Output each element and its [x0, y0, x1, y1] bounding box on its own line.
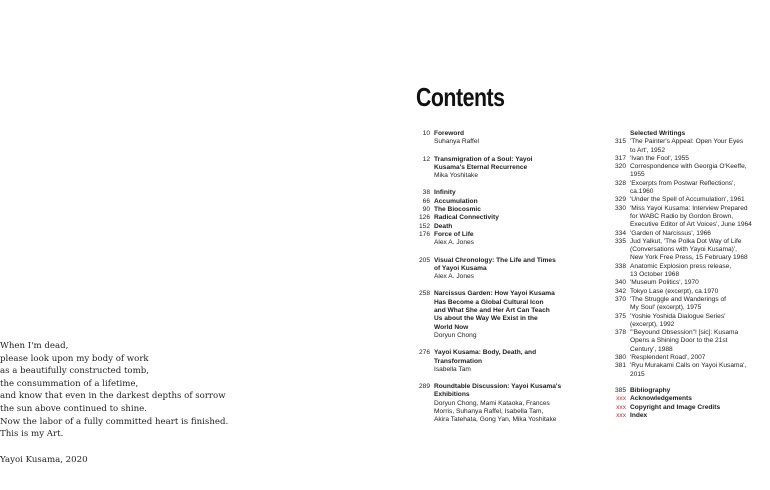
toc-entry[interactable]: [406, 214, 591, 222]
toc-author: Isabella Tam: [434, 365, 471, 373]
toc-line: 'Ryu Murakami Calls on Yayoi Kusama',: [630, 362, 747, 370]
toc-entry[interactable]: [596, 163, 770, 180]
poem-signature: Yayoi Kusama, 2020: [0, 454, 88, 465]
toc-line: Century', 1988: [630, 345, 673, 353]
toc-title: Copyright and Image Credits: [630, 403, 721, 411]
toc-line: 'Yoshie Yoshida Dialogue Series': [630, 312, 726, 320]
toc-entry[interactable]: [596, 196, 770, 204]
toc-line: 'Miss Yayoi Kusama: Interview Prepared: [630, 204, 748, 212]
toc-title: Transformation: [434, 357, 482, 365]
toc-entry[interactable]: [596, 296, 770, 313]
toc-line: 'Ivan the Fool', 1955: [630, 154, 689, 162]
toc-title: Index: [630, 411, 648, 419]
poem-line: the consummation of a lifetime,: [0, 378, 139, 389]
toc-title: The Biocosmic: [434, 206, 481, 214]
toc-entry[interactable]: [406, 198, 591, 206]
toc-entry[interactable]: [596, 263, 770, 280]
toc-page-number: 320: [614, 163, 626, 171]
toc-page-number: 385: [614, 386, 626, 394]
toc-entry[interactable]: [596, 404, 770, 412]
toc-line: for WABC Radio by Gordon Brown,: [630, 212, 734, 220]
toc-page-number: 375: [614, 312, 626, 320]
toc-author: Doryun Chong: [434, 331, 477, 339]
toc-line: New York Free Press, 15 February 1968: [630, 254, 748, 262]
toc-page-number: 335: [614, 237, 626, 245]
toc-page-number: 315: [614, 138, 626, 146]
toc-page-number: 370: [614, 295, 626, 303]
toc-entry[interactable]: [596, 238, 770, 263]
poem-line: and know that even in the darkest depths of sorrow: [0, 391, 226, 402]
toc-page-number: 152: [418, 222, 430, 230]
toc-title: World Now: [434, 323, 469, 331]
toc-title: Yayoi Kusama: Body, Death, and: [434, 349, 537, 357]
toc-line: 'The Struggle and Wanderings of: [630, 295, 726, 303]
toc-author: Alex A. Jones: [434, 239, 474, 247]
toc-line: 'The Painter's Appeal: Open Your Eyes: [630, 138, 744, 146]
toc-entry[interactable]: [596, 329, 770, 354]
toc-page-number: 258: [418, 290, 430, 298]
toc-entry[interactable]: [406, 349, 591, 374]
toc-entry[interactable]: [596, 412, 770, 420]
toc-line: Tokyo Lase (excerpt), ca.1970: [630, 287, 719, 295]
toc-title: Foreword: [434, 130, 465, 137]
toc-title: Bibliography: [630, 386, 671, 394]
toc-entry[interactable]: [406, 290, 591, 340]
toc-entry[interactable]: [596, 395, 770, 403]
toc-page-placeholder: xxx: [616, 403, 626, 411]
toc-line: 2015: [630, 370, 645, 378]
toc-entry[interactable]: [406, 383, 591, 424]
toc-title: Accumulation: [434, 197, 478, 205]
toc-entry[interactable]: [406, 231, 591, 248]
toc-page-number: 328: [614, 179, 626, 187]
toc-entry[interactable]: [406, 206, 591, 214]
toc-line: (Conversations with Yayoi Kusama)',: [630, 246, 737, 254]
toc-title: Us about the Way We Exist in the: [434, 315, 538, 323]
toc-page-number: 317: [614, 154, 626, 162]
toc-line: 'Resplendent Road', 2007: [630, 354, 706, 362]
toc-author: Doryun Chong, Mami Kataoka, Frances: [434, 399, 550, 407]
toc-line: (excerpt), 1992: [630, 320, 675, 328]
toc-title: Transmigration of a Soul: Yayoi: [434, 155, 533, 163]
toc-page-number: 126: [418, 214, 430, 222]
poem-line: This is my Art.: [0, 429, 64, 440]
toc-title: Force of Life: [434, 230, 474, 238]
toc-page-number: 12: [422, 155, 430, 163]
poem-line: please look upon my body of work: [0, 353, 149, 364]
toc-author: Morris, Suhanya Raffel, Isabella Tam,: [434, 408, 544, 416]
toc-title: Has Become a Global Cultural Icon: [434, 298, 544, 306]
poem-line: When I'm dead,: [0, 341, 69, 351]
toc-page-placeholder: xxx: [616, 395, 626, 403]
toc-entry[interactable]: [406, 257, 591, 282]
toc-line: '"Beyound Obsession"! [sic]: Kusama: [630, 329, 739, 337]
toc-title: Infinity: [434, 189, 456, 197]
toc-title: of Yayoi Kusama: [434, 264, 487, 272]
toc-page-number: 66: [422, 197, 430, 205]
toc-entry[interactable]: [406, 156, 591, 181]
toc-entry[interactable]: [596, 313, 770, 330]
toc-entry[interactable]: [596, 354, 770, 362]
toc-author: Suhanya Raffel: [434, 138, 479, 146]
toc-line: to Art', 1952: [630, 146, 665, 154]
toc-page-number: 342: [614, 287, 626, 295]
toc-line: 13 October 1968: [630, 271, 680, 279]
toc-line: Correspondence with Georgia O'Keeffe,: [630, 163, 747, 171]
toc-page-number: 176: [418, 230, 430, 238]
toc-entry[interactable]: [596, 230, 770, 238]
toc-title: Roundtable Discussion: Yayoi Kusama's: [434, 383, 562, 391]
toc-page-number: 334: [614, 229, 626, 237]
toc-title: Exhibitions: [434, 391, 470, 399]
page-title: Contents: [416, 82, 505, 112]
toc-title: Radical Connectivity: [434, 214, 499, 222]
toc-page-number: 340: [614, 279, 626, 287]
poem-line: the sun above continued to shine.: [0, 403, 148, 414]
toc-line: Executive Editor of Art Voices', June 1964: [630, 221, 752, 229]
toc-title: Acknowledgements: [630, 395, 692, 403]
section-heading: Selected Writings: [630, 130, 686, 137]
toc-line: 'Museum Politics', 1970: [630, 279, 699, 287]
toc-title: Visual Chronology: The Life and Times: [434, 256, 556, 264]
toc-page-number: 329: [614, 196, 626, 204]
toc-line: 'Garden of Narcissus', 1966: [630, 229, 711, 237]
toc-entry[interactable]: [596, 279, 770, 287]
toc-entry[interactable]: [596, 387, 770, 395]
toc-line: ca.1960: [630, 188, 654, 196]
toc-entry[interactable]: [596, 155, 770, 163]
toc-entry[interactable]: [596, 180, 770, 197]
toc-entry[interactable]: [596, 205, 770, 230]
toc-entry[interactable]: [596, 138, 770, 155]
toc-page-number: 381: [614, 362, 626, 370]
toc-entry[interactable]: [406, 189, 591, 197]
toc-author: Akira Tatehata, Gong Yan, Mika Yoshitake: [434, 416, 557, 424]
toc-author: Alex A. Jones: [434, 273, 474, 281]
toc-line: Jud Yalkut, 'The Polka Dot Way of Life: [630, 237, 742, 245]
poem-line: as a beautifully constructed tomb,: [0, 366, 149, 377]
toc-entry[interactable]: [406, 223, 591, 231]
toc-line: Opens a Shining Door to the 21st: [630, 337, 728, 345]
toc-page-number: 10: [422, 130, 430, 137]
contents-essays: [406, 130, 591, 425]
toc-page-number: 289: [418, 383, 430, 391]
toc-page-number: 276: [418, 349, 430, 357]
toc-page-placeholder: xxx: [616, 411, 626, 419]
toc-page-number: 380: [614, 354, 626, 362]
toc-page-number: 90: [422, 206, 430, 214]
contents-writings: [596, 130, 770, 420]
toc-page-number: 205: [418, 256, 430, 264]
poem: [0, 340, 228, 466]
toc-line: 'Excerpts from Postwar Reflections',: [630, 179, 736, 187]
toc-line: 'Under the Spell of Accumulation', 1961: [630, 196, 745, 204]
toc-title: and What She and Her Art Can Teach: [434, 307, 550, 315]
toc-page-number: 338: [614, 262, 626, 270]
toc-line: My Soul' (excerpt), 1975: [630, 304, 702, 312]
toc-entry[interactable]: [596, 288, 770, 296]
toc-title: Death: [434, 222, 453, 230]
toc-author: Mika Yoshitake: [434, 172, 478, 180]
toc-page-number: 378: [614, 329, 626, 337]
toc-page-number: 38: [422, 189, 430, 197]
toc-title: Narcissus Garden: How Yayoi Kusama: [434, 290, 555, 298]
toc-title: Kusama's Eternal Recurrence: [434, 163, 528, 171]
toc-page-number: 330: [614, 204, 626, 212]
toc-entry[interactable]: [596, 362, 770, 379]
poem-line: Now the labor of a fully committed heart is finished.: [0, 416, 229, 427]
toc-line: 1955: [630, 171, 645, 179]
toc-line: Anatomic Explosion press release,: [630, 262, 732, 270]
toc-entry[interactable]: [406, 130, 591, 147]
